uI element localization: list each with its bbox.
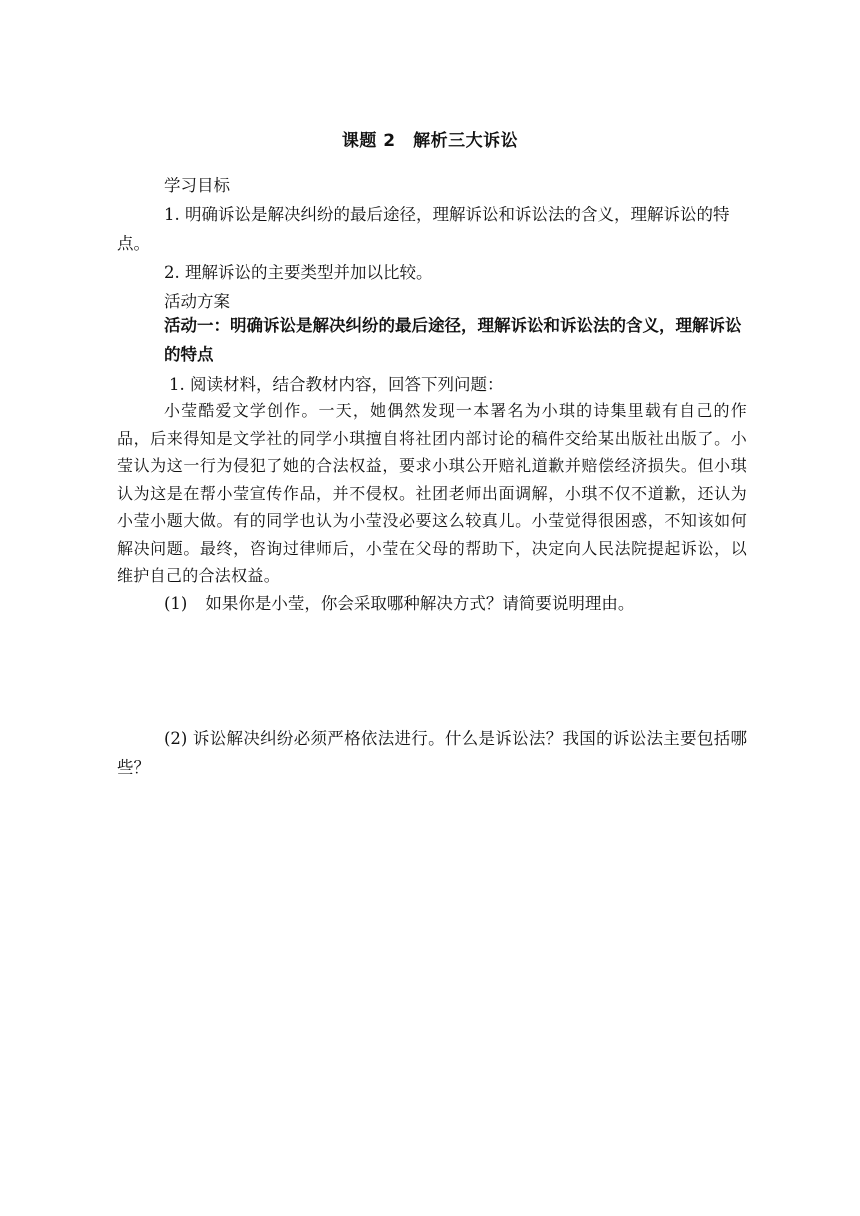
question-1-number: (1) — [164, 594, 188, 613]
question-1 — [164, 589, 634, 618]
learning-goals — [117, 171, 747, 316]
section-heading-goals: 学习目标 — [164, 176, 230, 195]
page-title: 课题 2 解析三大诉讼 — [341, 131, 519, 151]
activity-1-heading: 活动一：明确诉讼是解决纠纷的最后途径，理解诉讼和诉讼法的含义，理解诉讼的特点 — [164, 316, 742, 364]
question-1-text: 如果你是小莹，你会采取哪种解决方式？请简要说明理由。 — [205, 594, 635, 613]
activity-1-heading-block — [164, 311, 749, 369]
goal-item-1: 1. 明确诉讼是解决纠纷的最后途径，理解诉讼和诉讼法的含义，理解诉讼的特点。 — [117, 205, 730, 253]
task-1-block — [117, 370, 747, 399]
task-1-prompt: 1. 阅读材料，结合教材内容，回答下列问题： — [169, 375, 504, 394]
reading-material: 小莹酷爱文学创作。一天，她偶然发现一本署名为小琪的诗集里载有自己的作品，后来得知是文学社的同学小琪擅自将社团内部讨论的稿件交给某出版社出版了。小莹认为这一行为侵犯了她的合法权益，要求小琪公开赔礼道歉并赔偿经济损失。但小琪认为这是在帮小莹宣传作品，并不侵权。社团老师出面调解，小琪不仅不道歉，还认为小莹小题大做。有的同学也认为小莹没必要这么较真儿。小莹觉得很困惑，不知该如何解决问题。最终，咨询过律师后，小莹在父母的帮助下，决定向人民法院提起诉讼，以维护自己的合法权益。 — [117, 401, 747, 585]
question-2: (2) 诉讼解决纠纷必须严格依法进行。什么是诉讼法？我国的诉讼法主要包括哪些？ — [117, 729, 747, 777]
section-heading-plan: 活动方案 — [164, 292, 230, 311]
goal-item-2: 2. 理解诉讼的主要类型并加以比较。 — [164, 263, 433, 282]
